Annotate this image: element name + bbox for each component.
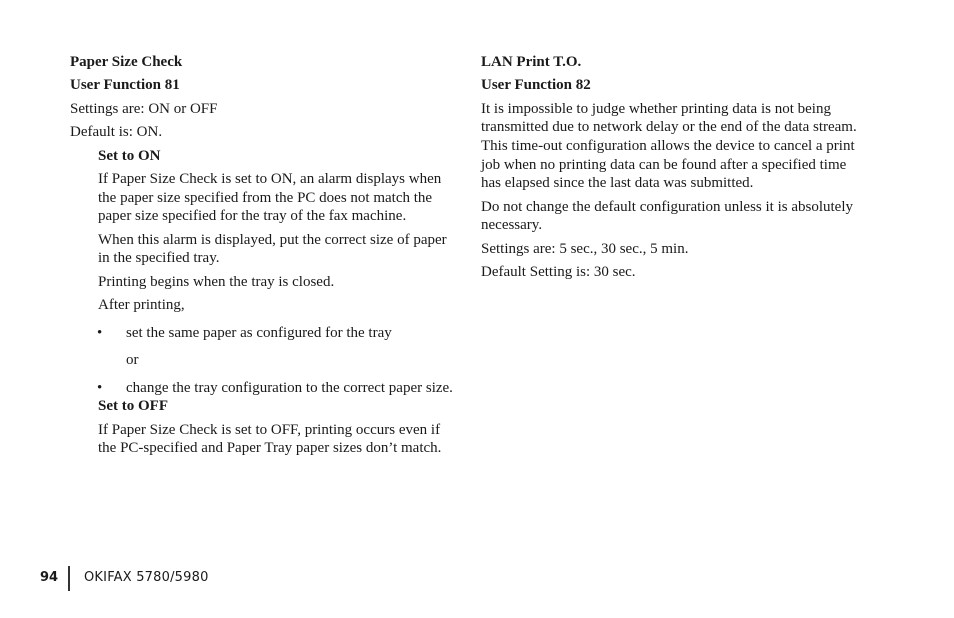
bullet-text: change the tray configuration to the correct paper size. — [126, 379, 453, 396]
default-text: Default Setting is: 30 sec. — [481, 263, 636, 280]
set-on-paragraph: After printing, — [98, 296, 185, 313]
settings-text: Settings are: 5 sec., 30 sec., 5 min. — [481, 240, 689, 257]
set-on-heading: Set to ON — [98, 147, 161, 164]
warning-paragraph: Do not change the default configuration unless it is absolutely necessary. — [481, 198, 853, 234]
user-function-label: User Function 81 — [70, 77, 180, 94]
set-on-paragraph: When this alarm is displayed, put the correct size of paper in the specified tray. — [98, 231, 447, 267]
set-off-heading: Set to OFF — [98, 398, 168, 415]
page-number: 94 — [40, 570, 59, 585]
set-on-paragraph: If Paper Size Check is set to ON, an alarm displays when the paper size specified from the PC does not match the paper size specified for the tray of the fax machine. — [98, 170, 442, 225]
product-name: OKIFAX 5780/5980 — [84, 570, 209, 585]
settings-text: Settings are: ON or OFF — [70, 100, 218, 117]
section-title: LAN Print T.O. — [481, 54, 582, 70]
user-function-label: User Function 82 — [481, 77, 591, 94]
right-column — [481, 53, 866, 286]
bullet-icon: • — [97, 324, 103, 341]
description-paragraph: It is impossible to judge whether printing data is not being transmitted due to network delay or the end of the data stream. This time-out configuration allows the device to cancel a print job when no printing data can be found after a specified time has elapsed since the last data was submitted. — [481, 100, 857, 192]
bullet-item — [97, 379, 460, 398]
bullet-text: set the same paper as configured for the tray — [126, 324, 392, 341]
left-column — [70, 53, 460, 463]
bullet-item — [97, 324, 460, 343]
default-text: Default is: ON. — [70, 124, 163, 141]
or-text: or — [126, 352, 139, 369]
set-on-paragraph: Printing begins when the tray is closed. — [98, 273, 335, 290]
bullet-icon: • — [97, 379, 103, 396]
set-off-paragraph: If Paper Size Check is set to OFF, printing occurs even if the PC-specified and Paper Tray paper sizes don’t match. — [98, 421, 442, 457]
section-title: Paper Size Check — [70, 54, 183, 70]
footer-divider — [68, 566, 70, 591]
